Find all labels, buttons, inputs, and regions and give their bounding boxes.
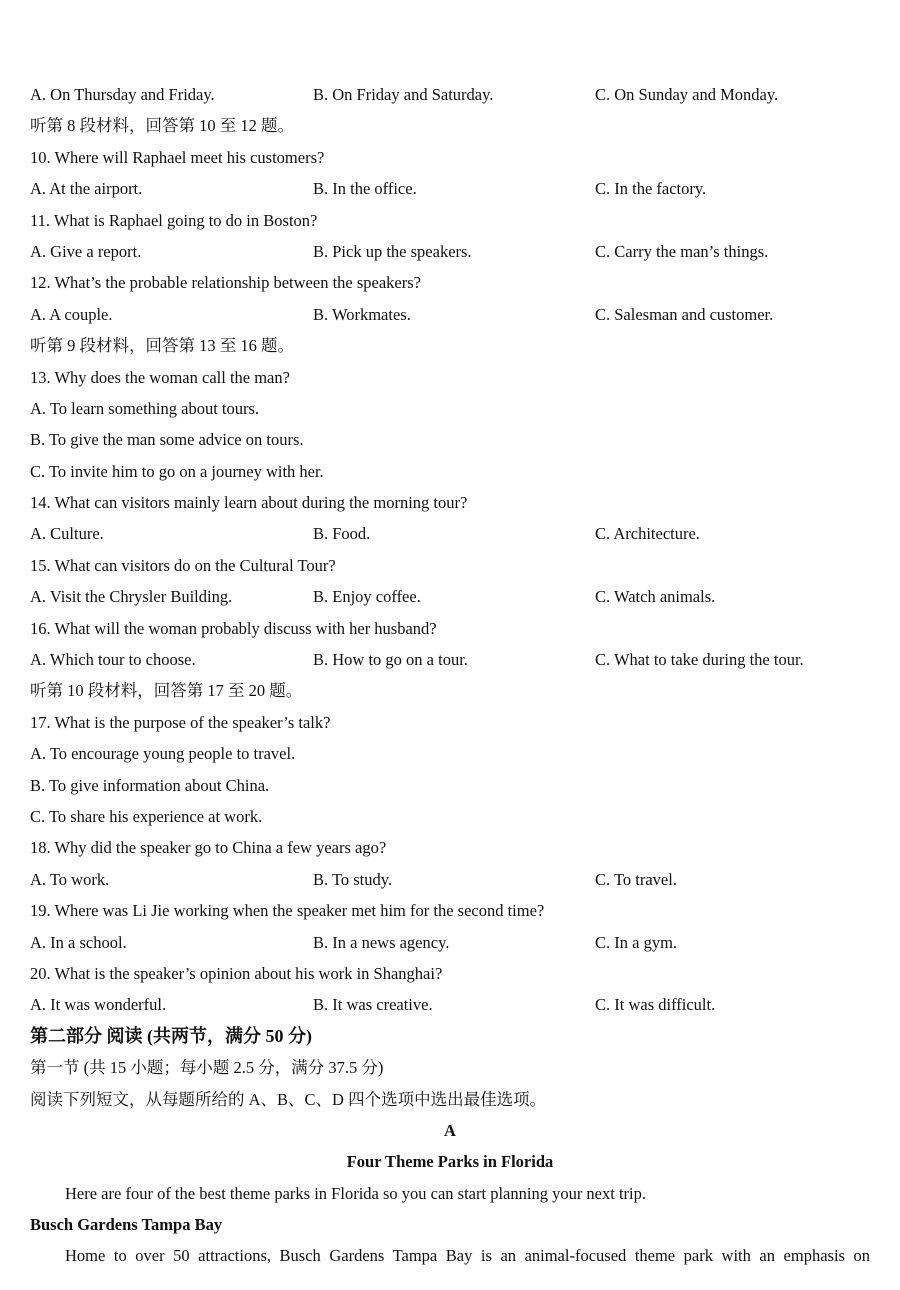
- answer-options-row: [30, 864, 870, 895]
- answer-option-a: A. In a school.: [30, 932, 127, 952]
- answer-option-c: C. Salesman and customer.: [595, 304, 774, 324]
- text-line: 18. Why did the speaker go to China a few years ago?: [30, 838, 387, 858]
- answer-option-a: A. Which tour to choose.: [30, 650, 196, 670]
- answer-option-b: B. On Friday and Saturday.: [313, 85, 494, 104]
- answer-option-b: B. In the office.: [313, 179, 417, 199]
- answer-option-b: B. Enjoy coffee.: [313, 587, 421, 607]
- text-line: B. To give information about China.: [30, 775, 270, 795]
- text-line: 19. Where was Li Jie working when the speaker met him for the second time?: [30, 901, 545, 921]
- text-line: B. To give the man some advice on tours.: [30, 430, 304, 450]
- paragraph: Here are four of the best theme parks in Florida so you can start planning your next trip.: [65, 1183, 647, 1203]
- answer-option-b: B. It was creative.: [313, 995, 433, 1015]
- answer-options-row: [30, 79, 870, 110]
- text-line: 第一节 (共 15 小题；每小题 2.5 分，满分 37.5 分): [30, 1058, 384, 1078]
- answer-option-b: B. Workmates.: [313, 304, 411, 324]
- text-line: 听第 8 段材料，回答第 10 至 12 题。: [30, 116, 294, 136]
- answer-options-row: [30, 581, 870, 612]
- text-line: 10. Where will Raphael meet his customers?: [30, 147, 325, 167]
- text-line: 12. What’s the probable relationship between the speakers?: [30, 273, 421, 293]
- text-line: A. To encourage young people to travel.: [30, 744, 296, 764]
- text-line: 15. What can visitors do on the Cultural Tour?: [30, 555, 336, 575]
- answer-option-a: A. On Thursday and Friday.: [30, 85, 215, 104]
- answer-options-row: [30, 518, 870, 549]
- answer-option-c: C. In a gym.: [595, 932, 678, 952]
- answer-option-a: A. Give a report.: [30, 241, 142, 261]
- answer-option-c: C. Carry the man’s things.: [595, 241, 769, 261]
- text-line: A. To learn something about tours.: [30, 398, 260, 418]
- answer-option-a: A. Culture.: [30, 524, 104, 544]
- text-line: 16. What will the woman probably discuss with her husband?: [30, 618, 437, 638]
- text-line: 13. Why does the woman call the man?: [30, 367, 290, 387]
- answer-option-a: A. It was wonderful.: [30, 995, 167, 1015]
- answer-option-b: B. To study.: [313, 869, 393, 889]
- text-line: 17. What is the purpose of the speaker’s talk?: [30, 712, 331, 732]
- answer-option-c: C. Watch animals.: [595, 587, 716, 607]
- text-line: C. To invite him to go on a journey with her.: [30, 461, 324, 481]
- centered-heading: A: [444, 1120, 456, 1140]
- text-line: 听第 9 段材料，回答第 13 至 16 题。: [30, 336, 294, 356]
- answer-option-a: A. A couple.: [30, 304, 113, 324]
- text-line: 20. What is the speaker’s opinion about his work in Shanghai?: [30, 963, 443, 983]
- subheading: Busch Gardens Tampa Bay: [30, 1215, 223, 1235]
- answer-option-c: C. What to take during the tour.: [595, 650, 804, 670]
- answer-option-b: B. How to go on a tour.: [313, 650, 468, 670]
- answer-option-b: B. Pick up the speakers.: [313, 241, 472, 261]
- answer-option-c: C. Architecture.: [595, 524, 700, 544]
- answer-option-a: A. To work.: [30, 869, 110, 889]
- answer-options-row: [30, 236, 870, 267]
- exam-page: [30, 79, 870, 1272]
- answer-option-c: C. To travel.: [595, 869, 677, 889]
- text-line: C. To share his experience at work.: [30, 806, 263, 826]
- answer-option-c: C. It was difficult.: [595, 995, 716, 1015]
- answer-options-row: [30, 989, 870, 1020]
- answer-option-b: B. Food.: [313, 524, 371, 544]
- answer-options-row: [30, 927, 870, 958]
- answer-option-c: C. On Sunday and Monday.: [595, 85, 779, 104]
- answer-option-a: A. Visit the Chrysler Building.: [30, 587, 233, 607]
- section-heading: 第二部分 阅读 (共两节，满分 50 分): [30, 1025, 312, 1046]
- centered-heading: Four Theme Parks in Florida: [346, 1152, 554, 1172]
- text-line: 听第 10 段材料，回答第 17 至 20 题。: [30, 681, 303, 701]
- answer-options-row: [30, 644, 870, 675]
- paragraph: Home to over 50 attractions, Busch Gardens Tampa Bay is an animal-focused theme park with an emphasis on: [65, 1246, 870, 1266]
- answer-options-row: [30, 299, 870, 330]
- text-line: 14. What can visitors mainly learn about during the morning tour?: [30, 493, 468, 513]
- answer-option-a: A. At the airport.: [30, 179, 143, 199]
- answer-option-b: B. In a news agency.: [313, 932, 450, 952]
- text-line: 阅读下列短文，从每题所给的 A、B、C、D 四个选项中选出最佳选项。: [30, 1089, 547, 1109]
- answer-options-row: [30, 173, 870, 204]
- answer-option-c: C. In the factory.: [595, 179, 707, 199]
- text-line: 11. What is Raphael going to do in Boston?: [30, 210, 318, 230]
